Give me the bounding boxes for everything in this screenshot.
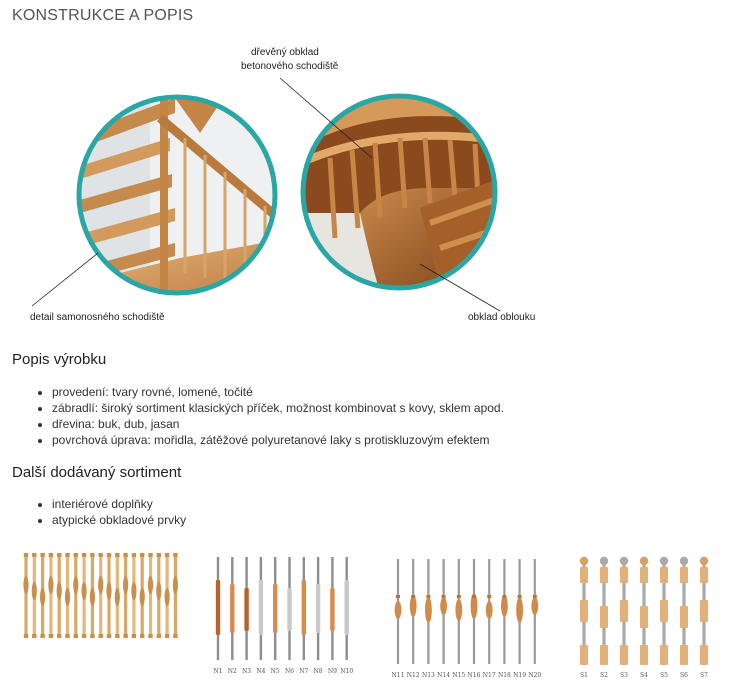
metal-baluster: [302, 557, 306, 660]
baluster-label: N9: [327, 668, 337, 675]
baluster-label: N5: [270, 668, 280, 675]
staircase-diagram: [0, 38, 741, 338]
baluster-panel-n11-n20: [388, 545, 553, 685]
wooden-baluster: [156, 553, 161, 638]
list-item: • atypické obkladové prvky: [52, 512, 186, 528]
metal-baluster: [259, 557, 263, 660]
baluster-label: N15: [452, 672, 466, 679]
wooden-baluster: [73, 553, 78, 638]
wooden-baluster: [148, 553, 153, 638]
baluster-label: N10: [340, 668, 354, 675]
wooden-baluster: [123, 553, 128, 638]
balusters-n11-n20-image: [388, 545, 553, 685]
baluster-label: N11: [391, 672, 405, 679]
baluster-label: S1: [580, 672, 588, 679]
baluster-label: N13: [421, 672, 435, 679]
baluster-label: N6: [284, 668, 295, 675]
callout-line-right: [420, 264, 500, 311]
metal-baluster: [216, 557, 220, 660]
list-item: • povrchová úprava: mořidla, zátěžové polyuretanové laky s protiskluzovým efektem: [52, 432, 504, 448]
baluster-label: N2: [227, 668, 237, 675]
metal-baluster: [410, 559, 417, 664]
wooden-baluster: [32, 553, 37, 638]
baluster-label: N8: [313, 668, 323, 675]
metal-baluster: [230, 557, 234, 660]
caption-left: detail samonosného schodiště: [30, 312, 165, 323]
baluster-label: S7: [700, 672, 708, 679]
wooden-baluster: [23, 553, 28, 638]
list-item: • dřevina: buk, dub, jasan: [52, 416, 504, 432]
baluster-panel-n1-n10: [208, 545, 358, 685]
baluster-label: N12: [406, 672, 420, 679]
baluster-label: S6: [680, 672, 688, 679]
metal-baluster: [516, 559, 523, 664]
metal-baluster: [501, 559, 508, 664]
assortment-heading: Další dodávaný sortiment: [12, 464, 182, 481]
balusters-s1-s7-image: [570, 545, 720, 685]
baluster-label: N18: [497, 672, 511, 679]
ball-top-baluster: [580, 557, 588, 665]
metal-baluster: [316, 557, 320, 660]
wooden-baluster: [90, 553, 95, 638]
wooden-baluster: [40, 553, 45, 638]
wooden-baluster: [165, 553, 170, 638]
caption-right: obklad oblouku: [468, 312, 536, 323]
ball-top-baluster: [600, 557, 608, 665]
wooden-baluster: [82, 553, 87, 638]
metal-baluster: [330, 557, 334, 660]
baluster-label: S2: [600, 672, 608, 679]
metal-baluster: [244, 557, 248, 660]
page-title: KONSTRUKCE A POPIS: [12, 7, 194, 24]
baluster-label: N1: [213, 668, 223, 675]
baluster-label: S4: [640, 672, 648, 679]
baluster-label: N3: [242, 668, 252, 675]
wooden-baluster: [48, 553, 53, 638]
baluster-panel-s1-s7: [570, 545, 720, 685]
baluster-label: N20: [528, 672, 542, 679]
description-list: [14, 384, 504, 448]
wooden-baluster: [98, 553, 103, 638]
wooden-balusters-image: [20, 545, 185, 685]
metal-baluster: [425, 559, 432, 664]
baluster-label: N16: [467, 672, 481, 679]
metal-baluster: [531, 559, 538, 664]
metal-baluster: [455, 559, 462, 664]
metal-baluster: [395, 559, 402, 664]
baluster-label: N14: [437, 672, 451, 679]
wooden-baluster: [140, 553, 145, 638]
metal-baluster: [345, 557, 349, 660]
description-heading: Popis výrobku: [12, 351, 107, 368]
baluster-label: N4: [256, 668, 266, 675]
caption-top-line1: dřevěný obklad: [251, 47, 319, 58]
metal-baluster: [287, 557, 291, 660]
list-item: • zábradlí: široký sortiment klasických příček, možnost kombinovat s kovy, sklem apod.: [52, 400, 504, 416]
baluster-label: N17: [482, 672, 496, 679]
ball-top-baluster: [640, 557, 648, 665]
wooden-baluster: [106, 553, 111, 638]
wooden-baluster: [173, 553, 178, 638]
wooden-baluster: [115, 553, 120, 638]
baluster-panel-wooden: [20, 545, 185, 685]
metal-baluster: [273, 557, 277, 660]
wooden-baluster: [65, 553, 70, 638]
assortment-list: [14, 496, 186, 528]
metal-baluster: [440, 559, 447, 664]
baluster-label: S5: [660, 672, 668, 679]
metal-baluster: [471, 559, 478, 664]
balusters-n1-n10-image: [208, 545, 358, 685]
ball-top-baluster: [680, 557, 688, 665]
ball-top-baluster: [660, 557, 668, 665]
staircase-photos: [0, 38, 741, 338]
baluster-label: N19: [513, 672, 527, 679]
wooden-baluster: [57, 553, 62, 638]
callout-line-left: [32, 253, 98, 306]
wooden-baluster: [131, 553, 136, 638]
caption-top-line2: betonového schodiště: [241, 61, 339, 72]
left-stair-photo: [70, 88, 290, 308]
metal-baluster: [486, 559, 493, 664]
baluster-label: N7: [299, 668, 309, 675]
baluster-label: S3: [620, 672, 628, 679]
list-item: • provedení: tvary rovné, lomené, točité: [52, 384, 504, 400]
ball-top-baluster: [700, 557, 708, 665]
ball-top-baluster: [620, 557, 628, 665]
list-item: • interiérové doplňky: [52, 496, 186, 512]
